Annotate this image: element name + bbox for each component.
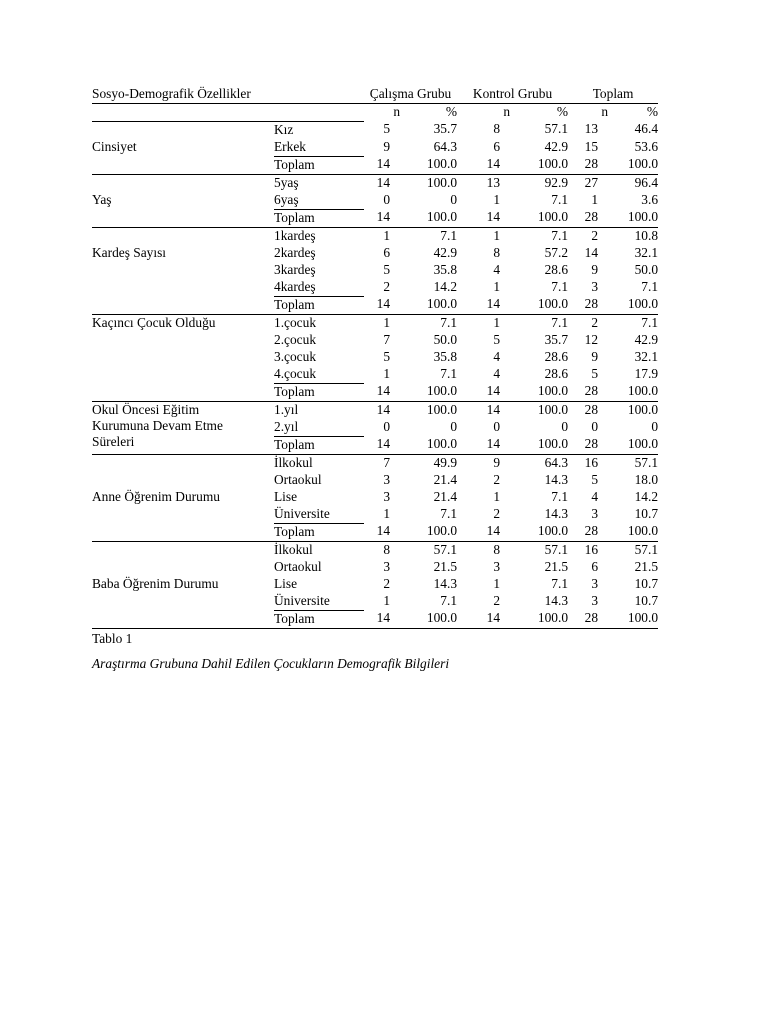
row-category: 2.çocuk (274, 331, 317, 347)
table-row (92, 506, 658, 524)
table-row (92, 523, 658, 541)
cell-percent: 49.9 (433, 454, 458, 470)
row-category: 4.çocuk (274, 366, 364, 384)
cell-percent: 57.2 (544, 244, 569, 260)
cell-percent: 100.0 (608, 209, 658, 227)
cell-n: 28 (568, 610, 608, 628)
section-label (92, 296, 274, 314)
cell-n: 16 (584, 454, 599, 470)
table-row (92, 576, 658, 593)
section-label (92, 454, 274, 472)
table-row (92, 541, 658, 559)
cell-n: 14 (364, 383, 400, 401)
cell-n: 8 (383, 541, 391, 557)
row-category: Toplam (274, 296, 364, 314)
cell-percent: 100.0 (510, 610, 568, 628)
cell-percent: 7.1 (641, 278, 659, 294)
cell-n: 3 (591, 592, 599, 608)
cell-percent: 50.0 (634, 261, 659, 277)
cell-percent: 42.9 (433, 244, 458, 260)
cell-percent: 17.9 (634, 365, 659, 381)
row-category: Üniversite (274, 506, 364, 524)
cell-percent: 92.9 (544, 174, 569, 190)
cell-percent: 3.6 (641, 191, 659, 207)
cell-n: 1 (493, 575, 501, 591)
table-row (92, 314, 658, 332)
row-category: Erkek (274, 139, 364, 157)
cell-n: 14 (457, 209, 510, 227)
section-label (92, 209, 274, 227)
cell-percent: 100.0 (510, 436, 568, 454)
header-pct: % (445, 104, 458, 119)
cell-n: 14 (457, 296, 510, 314)
table-row (92, 156, 658, 174)
row-category: Ortaokul (274, 558, 322, 574)
cell-n: 5 (383, 121, 391, 136)
row-category: Kız (274, 121, 294, 137)
table-row (92, 245, 658, 262)
row-category: 4kardeş (274, 279, 364, 297)
cell-n: 14 (457, 610, 510, 628)
cell-percent: 100.0 (400, 383, 457, 401)
row-category: Toplam (274, 436, 364, 454)
section-label (92, 593, 274, 611)
table-row (92, 593, 658, 611)
cell-percent: 100.0 (400, 296, 457, 314)
cell-n: 1 (383, 505, 391, 521)
cell-n: 5 (383, 348, 391, 364)
cell-percent: 14.3 (433, 575, 458, 591)
cell-percent: 57.1 (634, 541, 659, 557)
cell-n: 5 (591, 471, 599, 487)
cell-percent: 21.5 (634, 558, 659, 574)
row-category: 2.yıl (274, 419, 364, 437)
row-category: 6yaş (274, 192, 364, 210)
cell-n: 8 (493, 541, 501, 557)
section-label: Okul Öncesi Eğitim Kurumuna Devam Etme Süreleri (92, 401, 274, 454)
cell-n: 1 (383, 314, 391, 330)
row-category: 5yaş (274, 174, 299, 190)
cell-n: 5 (493, 331, 501, 347)
row-category: Toplam (274, 383, 364, 401)
row-category: Toplam (274, 523, 364, 541)
cell-percent: 100.0 (608, 436, 658, 454)
cell-n: 3 (383, 558, 391, 574)
cell-n: 15 (584, 138, 599, 154)
cell-percent: 21.5 (433, 558, 458, 574)
cell-n: 8 (493, 244, 501, 260)
cell-percent: 57.1 (634, 454, 659, 470)
section-label (92, 227, 274, 245)
cell-n: 5 (591, 365, 599, 381)
cell-percent: 64.3 (433, 138, 458, 154)
cell-percent: 100.0 (608, 523, 658, 541)
cell-n: 9 (591, 348, 599, 364)
cell-n: 28 (568, 436, 608, 454)
cell-percent: 100.0 (608, 156, 658, 174)
cell-percent: 14.3 (544, 592, 569, 608)
cell-n: 0 (493, 418, 501, 434)
cell-n: 9 (383, 138, 391, 154)
cell-n: 1 (493, 191, 501, 207)
cell-percent: 7.1 (551, 488, 569, 504)
section-label (92, 523, 274, 541)
cell-percent: 21.5 (544, 558, 569, 574)
cell-percent: 100.0 (400, 156, 457, 174)
cell-n: 3 (591, 575, 599, 591)
cell-n: 6 (383, 244, 391, 260)
cell-percent: 64.3 (544, 454, 569, 470)
section-label: Cinsiyet (92, 138, 137, 154)
table-body (92, 121, 658, 628)
cell-n: 14 (364, 209, 400, 227)
cell-percent: 7.1 (440, 505, 458, 521)
cell-percent: 35.7 (544, 331, 569, 347)
cell-percent: 7.1 (551, 278, 569, 294)
cell-n: 2 (591, 314, 599, 330)
table-row (92, 610, 658, 628)
cell-percent: 100.0 (627, 401, 659, 417)
cell-percent: 7.1 (551, 314, 569, 330)
table-row (92, 454, 658, 472)
table-header (92, 86, 658, 121)
cell-n: 1 (493, 314, 501, 330)
cell-percent: 0 (450, 191, 458, 207)
cell-n: 14 (457, 156, 510, 174)
table-row (92, 192, 658, 210)
cell-percent: 14.2 (634, 488, 659, 504)
table-row (92, 489, 658, 506)
row-category: Üniversite (274, 593, 364, 611)
cell-percent: 100.0 (400, 610, 457, 628)
header-n: n (503, 104, 511, 119)
section-label (92, 541, 274, 559)
cell-n: 14 (457, 523, 510, 541)
cell-percent: 57.1 (544, 541, 569, 557)
cell-percent: 57.1 (544, 121, 569, 136)
table-row (92, 401, 658, 419)
cell-percent: 100.0 (400, 523, 457, 541)
cell-percent: 42.9 (544, 138, 569, 154)
cell-percent: 35.8 (433, 261, 458, 277)
cell-n: 2 (591, 227, 599, 243)
header-n: n (601, 104, 609, 119)
section-label (92, 262, 274, 279)
row-category: Toplam (274, 156, 364, 174)
cell-n: 12 (584, 331, 599, 347)
cell-percent: 100.0 (400, 209, 457, 227)
section-label (92, 559, 274, 576)
cell-n: 28 (568, 156, 608, 174)
cell-n: 14 (457, 383, 510, 401)
table-row (92, 262, 658, 279)
cell-percent: 100.0 (510, 383, 568, 401)
cell-n: 7 (383, 331, 391, 347)
cell-n: 8 (493, 121, 501, 136)
cell-n: 7 (383, 454, 391, 470)
cell-n: 1 (493, 227, 501, 243)
cell-n: 1 (493, 488, 501, 504)
cell-n: 9 (591, 261, 599, 277)
cell-percent: 10.7 (634, 575, 659, 591)
header-pct: % (646, 104, 659, 119)
header-control-group: Kontrol Grubu (457, 86, 568, 104)
row-category: 1kardeş (274, 227, 316, 243)
cell-n: 14 (376, 174, 391, 190)
row-category: 1.yıl (274, 401, 299, 417)
cell-n: 27 (584, 174, 599, 190)
cell-percent: 100.0 (510, 156, 568, 174)
table-title: Araştırma Grubuna Dahil Edilen Çocukların Demografik Bilgileri (92, 656, 450, 671)
cell-percent: 100.0 (608, 610, 658, 628)
cell-percent: 100.0 (608, 296, 658, 314)
cell-n: 28 (568, 296, 608, 314)
cell-percent: 7.1 (551, 191, 569, 207)
row-category: İlkokul (274, 454, 313, 470)
table-row (92, 227, 658, 245)
cell-percent: 46.4 (634, 121, 659, 136)
cell-n: 2 (493, 505, 501, 521)
cell-percent: 100.0 (426, 401, 458, 417)
row-category: Lise (274, 575, 298, 591)
cell-percent: 21.4 (433, 488, 458, 504)
cell-n: 0 (383, 191, 391, 207)
cell-percent: 7.1 (440, 592, 458, 608)
section-label (92, 279, 274, 297)
cell-n: 9 (493, 454, 501, 470)
section-label: Anne Öğrenim Durumu (92, 488, 220, 504)
cell-percent: 7.1 (440, 365, 458, 381)
cell-n: 14 (364, 523, 400, 541)
row-category: Lise (274, 488, 298, 504)
row-category: Toplam (274, 610, 364, 628)
cell-n: 13 (486, 174, 501, 190)
cell-percent: 42.9 (634, 331, 659, 347)
cell-n: 14 (486, 401, 501, 417)
cell-percent: 32.1 (634, 244, 659, 260)
section-label (92, 156, 274, 174)
cell-percent: 7.1 (551, 575, 569, 591)
cell-n: 14 (376, 401, 391, 417)
cell-n: 2 (383, 278, 391, 294)
cell-percent: 100.0 (537, 401, 569, 417)
cell-n: 0 (591, 418, 599, 434)
table-row (92, 472, 658, 489)
row-category: 2kardeş (274, 244, 316, 260)
cell-n: 1 (493, 278, 501, 294)
cell-percent: 7.1 (641, 314, 659, 330)
cell-n: 1 (383, 592, 391, 608)
cell-percent: 53.6 (634, 138, 659, 154)
cell-percent: 0 (651, 418, 659, 434)
header-total: Toplam (568, 86, 658, 104)
cell-percent: 50.0 (433, 331, 458, 347)
cell-percent: 100.0 (510, 296, 568, 314)
table-number: Tablo 1 (92, 631, 133, 646)
section-label (92, 610, 274, 628)
table-row (92, 559, 658, 576)
cell-percent: 14.3 (544, 505, 569, 521)
cell-percent: 0 (450, 418, 458, 434)
cell-percent: 100.0 (510, 523, 568, 541)
cell-n: 4 (493, 261, 501, 277)
row-category: Ortaokul (274, 471, 322, 487)
cell-n: 28 (568, 209, 608, 227)
section-label (92, 174, 274, 192)
cell-percent: 7.1 (440, 314, 458, 330)
header-n: n (393, 104, 401, 119)
table-row (92, 174, 658, 192)
cell-n: 6 (591, 558, 599, 574)
cell-n: 0 (383, 418, 391, 434)
cell-percent: 7.1 (551, 227, 569, 243)
section-label (92, 506, 274, 524)
cell-percent: 100.0 (510, 209, 568, 227)
cell-n: 6 (493, 138, 501, 154)
cell-n: 2 (383, 575, 391, 591)
cell-percent: 57.1 (433, 541, 458, 557)
cell-n: 3 (383, 471, 391, 487)
table-row (92, 139, 658, 157)
cell-percent: 0 (561, 418, 569, 434)
cell-percent: 100.0 (400, 436, 457, 454)
cell-n: 3 (383, 488, 391, 504)
cell-percent: 10.7 (634, 592, 659, 608)
cell-percent: 100.0 (608, 383, 658, 401)
cell-n: 1 (383, 227, 391, 243)
cell-percent: 35.8 (433, 348, 458, 364)
cell-n: 5 (383, 261, 391, 277)
cell-n: 13 (584, 121, 599, 136)
cell-n: 4 (493, 365, 501, 381)
header-pct: % (556, 104, 569, 119)
table-row (92, 296, 658, 314)
cell-n: 28 (568, 523, 608, 541)
cell-percent: 32.1 (634, 348, 659, 364)
row-category: İlkokul (274, 541, 313, 557)
cell-percent: 7.1 (440, 227, 458, 243)
section-label: Yaş (92, 191, 112, 207)
row-category: 3.çocuk (274, 348, 317, 364)
row-category: Toplam (274, 209, 364, 227)
cell-n: 28 (568, 383, 608, 401)
cell-percent: 10.8 (634, 227, 659, 243)
cell-n: 3 (493, 558, 501, 574)
cell-percent: 28.6 (544, 365, 569, 381)
cell-percent: 21.4 (433, 471, 458, 487)
cell-n: 1 (383, 365, 391, 381)
cell-n: 14 (364, 296, 400, 314)
cell-percent: 10.7 (634, 505, 659, 521)
cell-percent: 28.6 (544, 261, 569, 277)
cell-n: 16 (584, 541, 599, 557)
row-category: 1.çocuk (274, 314, 317, 330)
cell-n: 14 (364, 610, 400, 628)
table-row (92, 121, 658, 139)
cell-percent: 35.7 (433, 121, 458, 136)
demographics-table (92, 86, 658, 629)
cell-percent: 14.2 (433, 278, 458, 294)
section-label: Kaçıncı Çocuk Olduğu (92, 314, 274, 401)
cell-n: 28 (584, 401, 599, 417)
cell-percent: 96.4 (634, 174, 659, 190)
cell-n: 4 (591, 488, 599, 504)
section-label (92, 472, 274, 489)
cell-percent: 18.0 (634, 471, 659, 487)
row-category: 3kardeş (274, 261, 316, 277)
cell-n: 3 (591, 278, 599, 294)
cell-n: 2 (493, 471, 501, 487)
cell-n: 14 (584, 244, 599, 260)
table-row (92, 209, 658, 227)
section-label: Kardeş Sayısı (92, 244, 167, 260)
section-label (92, 121, 274, 139)
section-label: Baba Öğrenim Durumu (92, 575, 219, 591)
cell-n: 14 (457, 436, 510, 454)
cell-n: 14 (364, 436, 400, 454)
cell-n: 1 (591, 191, 599, 207)
cell-n: 14 (364, 156, 400, 174)
cell-n: 4 (493, 348, 501, 364)
cell-n: 3 (591, 505, 599, 521)
cell-percent: 14.3 (544, 471, 569, 487)
cell-percent: 100.0 (426, 174, 458, 190)
table-row (92, 279, 658, 297)
cell-n: 2 (493, 592, 501, 608)
header-study-group: Çalışma Grubu (364, 86, 457, 104)
cell-percent: 28.6 (544, 348, 569, 364)
header-feature: Sosyo-Demografik Özellikler (92, 86, 364, 104)
